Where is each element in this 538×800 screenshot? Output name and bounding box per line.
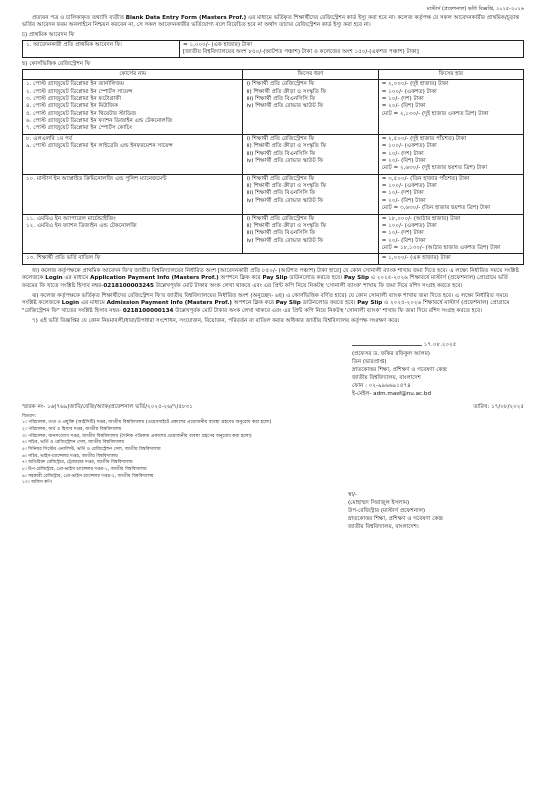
account-number: 0218100000134 [122, 307, 174, 314]
note-text: ডাউনলোড করতে হবে। [300, 300, 358, 307]
signer-email: ই-মেইল- adm.masf@nu.ac.bd [352, 391, 431, 398]
signer2-org: জাতীয় বিশ্ববিদ্যালয়, বাংলাদেশ। [348, 524, 419, 531]
fee-type: i) শিক্ষার্থী প্রতি রেজিস্ট্রেশন ফি [246, 135, 315, 142]
fee-group-row [23, 80, 524, 135]
fee-group-row [23, 214, 524, 254]
section-registration-fee-title: ছ) কোর্সভিত্তিক রেজিস্ট্রেশন ফি [22, 61, 91, 68]
fee-rate: = ২,৫০০/- (দুই হাজার পাঁচশত) টাকা [381, 135, 467, 142]
note-text: ঝ) কলেজ কর্তৃপক্ষকে ভর্তিকৃত শিক্ষার্থীদের রেজিস্ট্রেশন ফি'র জাতীয় বিশ্ববিদ্যালয়ের নির্ধারিত অংশ (অনুচ্ছেদ- ৬ছ) এ কোর্সভিত্তিক বর্ণিত হারে) যে কোন সোনালী ব্যাংক শাখায় জমা দিতে হবে। এ লক্ষ্যে নির্ধারিত সময়ে সংশ্লিষ্ট কলেজকে [22, 292, 508, 307]
fee-type: iv) শিক্ষার্থী প্রতি রোভার স্কাউট ফি [246, 157, 324, 164]
application-fee-label: ১. আবেদনকারী প্রতি প্রাথমিক আবেদন ফি: [23, 40, 180, 58]
memo-number: স্মারক নং- ১৬(৭৬৯)জাবি/বেজি/অ্যাক/প্রফেশনাল ভর্তি/২০২৫-২৬/৭/৫৮৩১ [22, 404, 193, 411]
application-fee-amount: = ১,০০০/- (এক হাজার) টাকা [183, 41, 253, 48]
fee-rate: = ১০০/- (একশত) টাকা [381, 143, 437, 150]
distribution-title: বিতরণ: [22, 413, 37, 419]
note-rights-reserved: ৭) এই ভর্তি বিজ্ঞপ্তির যে কোন নিয়মাবলী/ধারা/উপধারা সংশোধন, সংযোজন, বিয়োজন, পরিবর্তন বা বাতিল করার অধিকার জাতীয় বিশ্ববিদ্যালয় কর্তৃপক্ষ সংরক্ষণ করে। [32, 318, 400, 325]
fee-rate: = ২,০০০/- (দুই হাজার) টাকা [381, 81, 449, 88]
fee-type: i) শিক্ষার্থী প্রতি রেজিস্ট্রেশন ফি [246, 215, 315, 222]
fee-rate: = ১৮,০০০/- (আঠার হাজার) টাকা [381, 215, 461, 222]
course-cell [23, 134, 243, 174]
fee-rate: = ১০০/- (একশত) টাকা [381, 222, 437, 229]
fee-type: i) শিক্ষার্থী প্রতি রেজিস্ট্রেশন ফি [246, 81, 315, 88]
distribution-item: ৮। উপ-রেজিস্ট্রার, প্রো-ভাইস চ্যান্সেলর দপ্তর-১, জাতীয় বিশ্ববিদ্যালয় [22, 466, 147, 472]
fee-rate: = ১০/- (দশ) টাকা [381, 230, 424, 237]
cancel-fee-row [23, 254, 524, 264]
registration-fee-table [22, 69, 524, 265]
fee-type-cell [243, 174, 378, 214]
note-bold: Login [61, 300, 80, 307]
distribution-item: ৬। সচিব, ভাইস-চ্যান্সেলর দপ্তর, জাতীয় বিশ্ববিদ্যালয় [22, 453, 118, 459]
fee-type: iii) শিক্ষার্থী প্রতি বিএনসিসি ফি [246, 95, 316, 102]
distribution-list [22, 414, 524, 487]
note-text: এর মাধ্যমে [62, 275, 91, 282]
fee-rate: = ১০০/- (একশত) টাকা [381, 183, 437, 190]
fee-type-cell [243, 134, 378, 174]
signer-name: (প্রফেসর ড. ফকির রফিকুল আলম) [352, 350, 430, 357]
fee-rate-cell [378, 214, 523, 254]
note-bold: Login [45, 275, 63, 282]
signer-phone: ফোন : ০২-৯৯৬৬৯১৫৭৪ [352, 383, 411, 390]
note-application-payment [22, 268, 524, 290]
fee-type: ii) শিক্ষার্থী প্রতি ক্রীড়া ও সংস্কৃতি ফি [246, 143, 327, 150]
course-name: ২. পোস্ট গ্র্যাজুয়েট ডিপ্লোমা ইন স্পোর্টস সায়েন্স [26, 88, 133, 95]
distribution-item: ৯। সহকারী রেজিস্ট্রার, প্রো-ভাইস চ্যান্সেলর দপ্তর-২, জাতীয় বিশ্ববিদ্যালয় [22, 473, 154, 479]
distribution-item: ১০। অফিস কপি [22, 480, 52, 486]
signer2-name: (মোহাম্মদ সিরাজুল ইসলাম) [348, 499, 410, 506]
note-text: অপশনে ক্লিক করে [231, 300, 276, 307]
note-text: উল্লেখপূর্বক মোট টাকার অংক লেখা থাকবে এবং এর প্রিন্ট কপি নিয়ে নিকটস্থ 'সোনালী ব্যাংক' শাখায় ফি জমা দিয়ে রশিদ সংগ্রহ করতে হবে। [173, 307, 483, 314]
fee-type: iv) শিক্ষার্থী প্রতি রোভার স্কাউট ফি [246, 237, 324, 244]
fee-rate: মোট = ১৮,১৩০/- (আঠার হাজার একশত ত্রিশ) টাকা [381, 245, 501, 252]
distribution-item: ১। পরিচালক, তথ্য ও প্রযুক্তি (আইসিটি) দপ্তর, জাতীয় বিশ্ববিদ্যালয় (ওয়েবসাইটে প্রকাশের প্রয়োজনীয় ব্যবস্থা গ্রহণের অনুরোধ করা হলো) [22, 420, 272, 426]
course-name: ৬. পোস্ট গ্র্যাজুয়েট ডিপ্লোমা ইন ফ্যাশন ডিজাইন এন্ড টেকনোলজি [26, 118, 173, 125]
account-number: 0218100003245 [103, 282, 154, 289]
course-cell [23, 174, 243, 214]
signer2-title: উপ-রেজিস্ট্রার (মাস্টার্স প্রফেশনাল) [348, 508, 426, 515]
course-name: ১১. এমবিএ ইন অ্যাপারেল মার্চেন্ডাইজিং [26, 215, 116, 222]
col-course: কোর্সের নাম [23, 69, 243, 79]
note-text: ডাউনলোড করতে হবে। [287, 275, 344, 282]
fee-rate: = ১০/- (দশ) টাকা [381, 190, 424, 197]
course-name: ৭. পোস্ট গ্র্যাজুয়েট ডিপ্লোমা ইন স্পোর্টস কোচিং [26, 125, 133, 132]
intro-text: প্রত্যয়ন পত্র ও চালিকাকৃত তথ্যাদি ব্যতীত [32, 14, 126, 21]
signature-block-deputy-registrar [348, 491, 524, 532]
fee-type: iv) শিক্ষার্থী প্রতি রোভার স্কাউট ফি [246, 103, 324, 110]
intro-paragraph [22, 15, 524, 30]
note-text: জ) কলেজ কর্তৃপক্ষকে প্রাথমিক আবেদন ফি'র জাতীয় বিশ্ববিদ্যালয়ের নির্ধারিত অংশ [আবেদনকারী প্রতি ৮৫০/- (আটশত পঞ্চাশ) টাকা হারে] যে কোন সোনালী ব্যাংক শাখায় জমা দিতে হবে। এ লক্ষ্যে নির্ধারিত সময়ে সংশ্লিষ্ট কলেজকে [22, 267, 519, 282]
fee-rate: = ২০/- (বিশ) টাকা [381, 157, 426, 164]
signature-mark [352, 333, 524, 349]
course-name: ১. পোস্ট গ্র্যাজুয়েট ডিপ্লোমা ইন জার্নালিজম [26, 81, 124, 88]
fee-type: iii) শিক্ষার্থী প্রতি বিএনসিসি ফি [246, 150, 316, 157]
registration-fee-body [23, 80, 524, 265]
fee-rate: = ৩,৫০০/- (তিন হাজার পাঁচশত) টাকা [381, 175, 470, 182]
col-fee-rate: ফিসের হার [378, 69, 523, 79]
fee-rate: মোট = ৩,৬৩০/- (তিন হাজার ছয়শত ত্রিশ) টাকা [381, 205, 491, 212]
fee-rate: = ১০/- (দশ) টাকা [381, 150, 424, 157]
note-bold: Pay Slip [357, 300, 383, 307]
note-bold: Pay Slip [343, 275, 369, 282]
fee-type: ii) শিক্ষার্থী প্রতি ক্রীড়া ও সংস্কৃতি ফি [246, 88, 327, 95]
intro-text-rest: এর মাধ্যমে ভর্তিকৃত শিক্ষার্থীদের রেজিস্ট্রেশন কার্ড ইস্যু করা হবে না। কলেজ কর্তৃপক্ষ যে সকল আবেদনকারীর প্রাথমিক/চূড়ান্ত ভর্তির আবেদন ফরম অনলাইনে নিশ্চয়ন করবেন না, সে সকল আবেদনকারীর ভর্তিযোগ্য বলে বিবেচিত হবে না অর্থাৎ তাদের রেজিস্ট্রেশন কার্ড ইস্যু করা হবে না। [22, 14, 520, 28]
course-name: ৩. পোস্ট গ্র্যাজুয়েট ডিপ্লোমা ইন ফটোগ্রাফী [26, 95, 121, 102]
fee-rate-cell [378, 80, 523, 135]
distribution-item: ৪। সচিব, ভর্তি ও রেজিস্ট্রেশন সেল, জাতীয় বিশ্ববিদ্যালয় [22, 440, 125, 446]
course-name: ৫. পোস্ট গ্র্যাজুয়েট ডিপ্লোমা ইন থিয়েটার স্টাডিজ [26, 110, 137, 117]
signature-block-dean [352, 333, 524, 398]
note-text: এর মাধ্যমে [79, 300, 107, 307]
signature-date: ১৭.০৮.২০২৫ [423, 342, 457, 349]
header-note: মাস্টার্স (প্রফেশনাল) ভর্তি বিজ্ঞপ্তি, ২০২৫-২০২৬ [426, 6, 524, 12]
fee-rate: = ২০/- (বিশ) টাকা [381, 197, 426, 204]
fee-rate: = ১০/- (দশ) টাকা [381, 95, 424, 102]
course-name: ৪. পোস্ট গ্র্যাজুয়েট ডিপ্লোমা ইন মিউজিক [26, 103, 119, 110]
distribution-items [22, 420, 524, 487]
note-bold: Admission Payment Info (Masters Prof.) [106, 300, 232, 307]
note-bold: Pay Slip [262, 275, 288, 282]
course-cell [23, 80, 243, 135]
memo-line [22, 404, 524, 411]
note-admission-payment [22, 293, 524, 315]
fee-rate-cell [378, 134, 523, 174]
col-fee-type: ফিসের ধরণ [243, 69, 378, 79]
fee-rate-cell [378, 174, 523, 214]
fee-group-row [23, 134, 524, 174]
distribution-item: ২। পরিচালক, অর্থ ও হিসাব দপ্তর, জাতীয় বিশ্ববিদ্যালয় [22, 426, 122, 432]
course-name: ১২. এমবিএ ইন ফ্যাশন ডিজাইন এন্ড টেকনোলজি [26, 222, 137, 229]
signer-org: জাতীয় বিশ্ববিদ্যালয়, বাংলাদেশ [352, 374, 421, 381]
intro-form-name: Blank Data Entry Form (Masters Prof.) [125, 14, 247, 21]
fee-group-row [23, 174, 524, 214]
fee-type: iii) শিক্ষার্থী প্রতি বিএনসিসি ফি [246, 190, 316, 197]
fee-type-cell [243, 214, 378, 254]
distribution-item: ৭। অতিরিক্ত রেজিস্ট্রার, ট্রেজারার দপ্তর, জাতীয় বিশ্ববিদ্যালয় [22, 460, 133, 466]
distribution-item: ৩। পরিচালক, জনসংযোগ দপ্তর, জাতীয় বিশ্ববিদ্যালয় (দৈনিক পত্রিকায় প্রকাশের প্রয়োজনীয় ব্যবস্থা গ্রহণের অনুরোধ করা হলো) [22, 433, 252, 439]
fee-type: iii) শিক্ষার্থী প্রতি বিএনসিসি ফি [246, 230, 316, 237]
fee-rate: = ২০/- (বিশ) টাকা [381, 103, 426, 110]
fee-type: i) শিক্ষার্থী প্রতি রেজিস্ট্রেশন ফি [246, 175, 315, 182]
course-name: ৯. পোস্ট গ্র্যাজুয়েট ডিপ্লোমা ইন লাইব্রেরি এন্ড ইনফরমেশন সায়েন্স [26, 143, 173, 150]
application-fee-value [180, 40, 524, 58]
fee-type: ii) শিক্ষার্থী প্রতি ক্রীড়া ও সংস্কৃতি ফি [246, 222, 327, 229]
signature-mark-2: স্বা/- [348, 491, 357, 498]
memo-date: তারিখ: ১৭/০৮/২০২৫ [473, 404, 524, 411]
note-bold: Pay Slip [275, 300, 301, 307]
fee-rate: = ২০/- (বিশ) টাকা [381, 237, 426, 244]
fee-type-cell [243, 80, 378, 135]
note-bold: Application Payment Info (Masters Prof.) [90, 275, 219, 282]
application-fee-split: [জাতীয় বিশ্ববিদ্যালয়ের অংশ ৮৫০/-(আটশত পঞ্চাশ) টাকা ও কলেজের অংশ ১৫০/-(একশত পঞ্চাশ) টাকা] [183, 49, 419, 56]
course-name: ৮. এলএলবি ১ম পর্ব [26, 135, 72, 142]
note-text: উল্লেখপূর্বক মোট টাকার অংক লেখা থাকবে এবং এর প্রিন্ট কপি নিয়ে নিকটস্থ 'সোনালী ব্যাংক' শাখায় ফি জমা দিয়ে রশিদ সংগ্রহ করতে হবে। [153, 282, 463, 289]
note-text: এ ২০২৫-২০২৬ শিক্ষাবর্ষে মাস্টার্স (প্রফেশনাল) প্রোগ্রামে "রেজিস্ট্রেশন ফি" খাতের সংশ্লিষ্ট হিসাব নম্বর- [22, 300, 510, 314]
cancel-fee-label: ১৩. শিক্ষার্থী প্রতি ভর্তি বাতিল ফি [23, 254, 379, 264]
cancel-fee-value: = ১,০০০/- (এক হাজার) টাকা [378, 254, 523, 264]
signature-image [352, 333, 422, 346]
signer2-dept: স্নাতকোত্তর শিক্ষা, প্রশিক্ষণ ও গবেষণা কেন্দ্র [348, 516, 443, 523]
section-application-fee-title: চ) প্রাথমিক আবেদন ফি [22, 32, 75, 39]
course-name: ১০. মাস্টার্স ইন অ্যাপ্লাইড ক্রিমিনোলজি এন্ড পুলিশ ম্যানেজমেন্ট [26, 175, 167, 182]
signer-dept: স্নাতকোত্তর শিক্ষা, প্রশিক্ষণ ও গবেষণা কেন্দ্র [352, 366, 447, 373]
note-text: অপশনে ক্লিক করে [218, 275, 263, 282]
course-cell [23, 214, 243, 254]
fee-type: ii) শিক্ষার্থী প্রতি ক্রীড়া ও সংস্কৃতি ফি [246, 183, 327, 190]
note-text: এ ২০২৫-২০২৬ শিক্ষাবর্ষে মাস্টার্স (প্রফেশনাল) প্রোগ্রামে ভর্তি ফরমের ফি খাতে সংশ্লিষ্ট হিসাব নম্বর- [22, 275, 508, 289]
fee-type: iv) শিক্ষার্থী প্রতি রোভার স্কাউট ফি [246, 197, 324, 204]
fee-rate: মোট = ২,৬৩০/- (দুই হাজার ছয়শত ত্রিশ) টাকা [381, 165, 488, 172]
distribution-item: ৫। সিনিয়র সিস্টেম এনালিস্ট, ভর্তি ও রেজিস্ট্রেশন সেল, জাতীয় বিশ্ববিদ্যালয় [22, 446, 161, 452]
signer-title: ডিন (ভারপ্রাপ্ত) [352, 358, 387, 365]
fee-rate: মোট = ২,১৩০/- (দুই হাজার একশত ত্রিশ) টাকা [381, 110, 489, 117]
application-fee-table [22, 40, 524, 59]
fee-rate: = ১০০/- (একশত) টাকা [381, 88, 437, 95]
